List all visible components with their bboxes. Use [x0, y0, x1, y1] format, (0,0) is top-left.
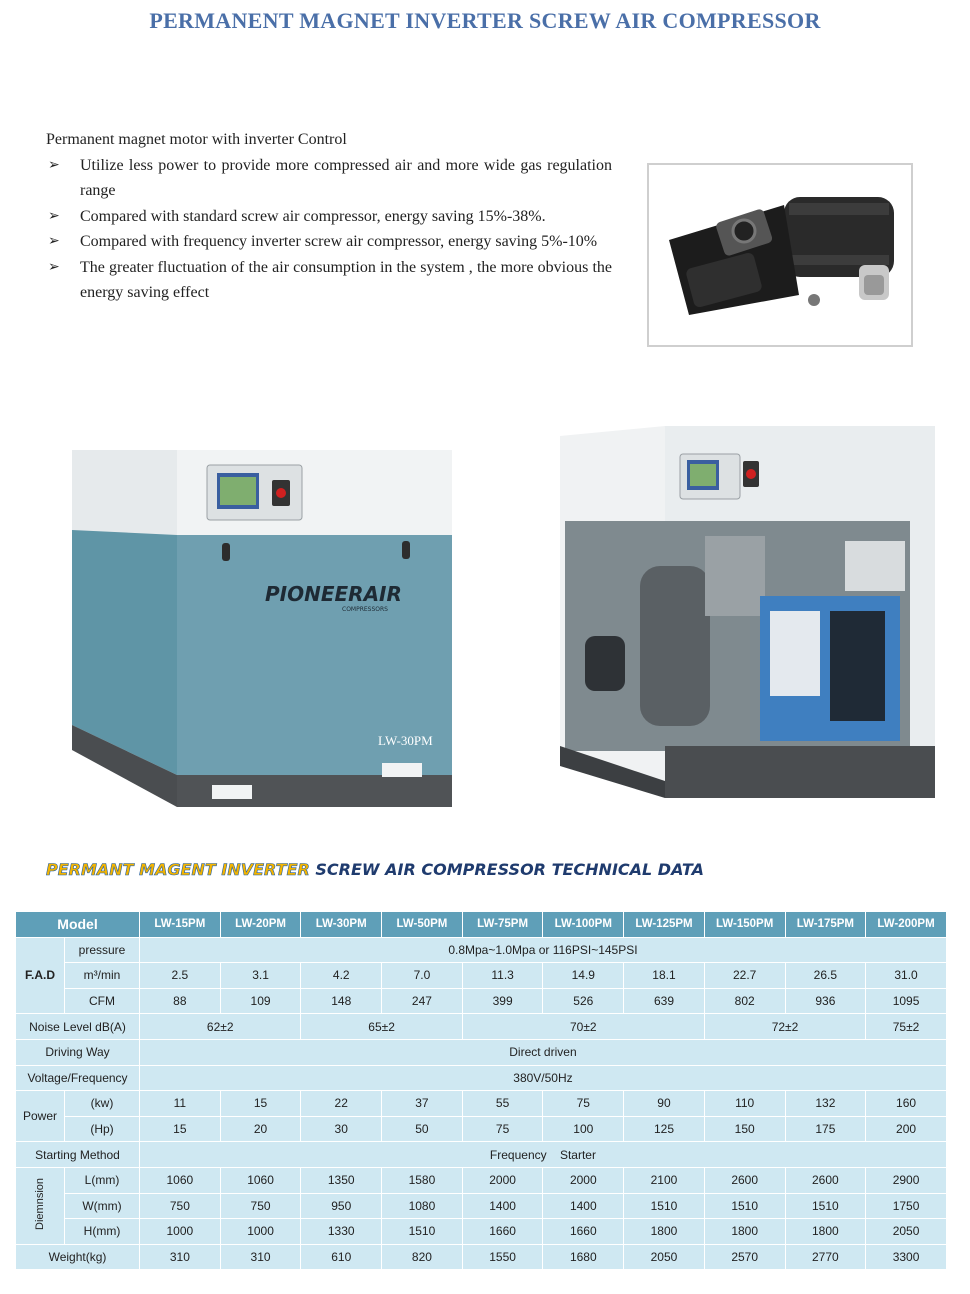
table-cell: 1580	[382, 1167, 463, 1193]
table-cell: 1660	[543, 1219, 624, 1245]
table-cell: 1800	[624, 1219, 705, 1245]
table-cell: 1000	[140, 1219, 221, 1245]
h-label: H(mm)	[65, 1219, 140, 1245]
table-cell: 30	[301, 1116, 382, 1142]
table-cell: 7.0	[382, 963, 463, 989]
table-cell: 200	[866, 1116, 947, 1142]
table-cell: 820	[382, 1244, 463, 1270]
table-header-row	[16, 912, 947, 938]
table-cell: 1060	[140, 1167, 221, 1193]
fad-label: F.A.D	[16, 937, 65, 1014]
table-cell: 2100	[624, 1167, 705, 1193]
table-cell: 109	[220, 988, 301, 1014]
brand-logo-sub: COMPRESSORS	[342, 606, 388, 613]
feature-list	[46, 153, 612, 306]
table-cell: 70±2	[462, 1014, 704, 1040]
table-cell: 1095	[866, 988, 947, 1014]
tech-data-table	[15, 911, 947, 1270]
table-cell: 1080	[382, 1193, 463, 1219]
table-cell: 1510	[704, 1193, 785, 1219]
table-cell: 950	[301, 1193, 382, 1219]
voltage-value: 380V/50Hz	[140, 1065, 947, 1091]
table-cell: 26.5	[785, 963, 866, 989]
table-cell: 2.5	[140, 963, 221, 989]
table-cell: 1060	[220, 1167, 301, 1193]
table-cell: 3300	[866, 1244, 947, 1270]
table-cell: 399	[462, 988, 543, 1014]
driving-label: Driving Way	[16, 1039, 140, 1065]
dimension-label-cell	[16, 1167, 65, 1244]
compressor-unit-closed-photo	[72, 445, 457, 810]
table-cell: 2570	[704, 1244, 785, 1270]
table-row	[16, 1014, 947, 1040]
pressure-value: 0.8Mpa~1.0Mpa or 116PSI~145PSI	[140, 937, 947, 963]
table-row	[16, 937, 947, 963]
pressure-label: pressure	[65, 937, 140, 963]
table-cell: 110	[704, 1091, 785, 1117]
table-cell: 750	[220, 1193, 301, 1219]
model-header-cell: LW-150PM	[704, 912, 785, 938]
table-cell: 14.9	[543, 963, 624, 989]
table-row	[16, 1091, 947, 1117]
table-cell: 50	[382, 1116, 463, 1142]
table-cell: 802	[704, 988, 785, 1014]
w-label: W(mm)	[65, 1193, 140, 1219]
hp-label: (Hp)	[65, 1116, 140, 1142]
l-label: L(mm)	[65, 1167, 140, 1193]
table-cell: 100	[543, 1116, 624, 1142]
table-row	[16, 988, 947, 1014]
table-row	[16, 1142, 947, 1168]
model-header-cell: LW-200PM	[866, 912, 947, 938]
tech-heading-highlight: PERMANT MAGENT INVERTER	[46, 860, 310, 879]
table-row	[16, 1039, 947, 1065]
table-cell: 31.0	[866, 963, 947, 989]
table-row	[16, 1193, 947, 1219]
table-cell: 15	[220, 1091, 301, 1117]
table-cell: 37	[382, 1091, 463, 1117]
table-cell: 1510	[382, 1219, 463, 1245]
arrow-bullet-icon: ➢	[48, 233, 60, 249]
table-cell: 1550	[462, 1244, 543, 1270]
feature-item: ➢ Compared with frequency inverter screw air compressor, energy saving 5%-10%	[46, 229, 612, 255]
table-row	[16, 1244, 947, 1270]
table-cell: 1800	[785, 1219, 866, 1245]
model-header-cell: LW-15PM	[140, 912, 221, 938]
model-header-cell: LW-175PM	[785, 912, 866, 938]
table-cell: 639	[624, 988, 705, 1014]
arrow-bullet-icon: ➢	[48, 207, 60, 224]
table-cell: 90	[624, 1091, 705, 1117]
cfm-label: CFM	[65, 988, 140, 1014]
table-cell: 150	[704, 1116, 785, 1142]
table-cell: 125	[624, 1116, 705, 1142]
table-cell: 247	[382, 988, 463, 1014]
kw-label: (kw)	[65, 1091, 140, 1117]
noise-label: Noise Level dB(A)	[16, 1014, 140, 1040]
table-row	[16, 963, 947, 989]
arrow-bullet-icon: ➢	[48, 258, 60, 275]
compressor-unit-open-photo	[545, 426, 950, 801]
table-cell: 310	[140, 1244, 221, 1270]
model-header-cell: LW-125PM	[624, 912, 705, 938]
table-cell: 2000	[462, 1167, 543, 1193]
airend-motor-photo	[647, 163, 913, 347]
table-cell: 3.1	[220, 963, 301, 989]
table-cell: 1680	[543, 1244, 624, 1270]
table-cell: 2000	[543, 1167, 624, 1193]
table-cell: 526	[543, 988, 624, 1014]
voltage-label: Voltage/Frequency	[16, 1065, 140, 1091]
table-cell: 1400	[543, 1193, 624, 1219]
tech-data-heading	[46, 860, 704, 879]
model-header-cell: LW-20PM	[220, 912, 301, 938]
starting-label: Starting Method	[16, 1142, 140, 1168]
table-row	[16, 1065, 947, 1091]
table-cell: 62±2	[140, 1014, 301, 1040]
table-cell: 4.2	[301, 963, 382, 989]
m3-label: m³/min	[65, 963, 140, 989]
table-cell: 148	[301, 988, 382, 1014]
dimension-label: Diemnsion	[34, 1178, 46, 1231]
table-cell: 55	[462, 1091, 543, 1117]
table-cell: 65±2	[301, 1014, 462, 1040]
arrow-bullet-icon: ➢	[48, 156, 60, 173]
feature-item: ➢ The greater fluctuation of the air consumption in the system , the more obvious the energy saving effect	[46, 255, 612, 306]
table-cell: 1510	[624, 1193, 705, 1219]
starting-value: Frequency Starter	[140, 1142, 947, 1168]
table-cell: 2600	[704, 1167, 785, 1193]
feature-item: ➢ Compared with standard screw air compressor, energy saving 15%-38%.	[46, 204, 612, 230]
table-cell: 88	[140, 988, 221, 1014]
table-cell: 11.3	[462, 963, 543, 989]
table-cell: 11	[140, 1091, 221, 1117]
page-title: PERMANENT MAGNET INVERTER SCREW AIR COMPRESSOR	[149, 8, 821, 33]
model-header-cell: LW-50PM	[382, 912, 463, 938]
table-cell: 2770	[785, 1244, 866, 1270]
table-cell: 72±2	[704, 1014, 865, 1040]
driving-value: Direct driven	[140, 1039, 947, 1065]
table-cell: 22.7	[704, 963, 785, 989]
table-cell: 1330	[301, 1219, 382, 1245]
table-cell: 2600	[785, 1167, 866, 1193]
table-cell: 1660	[462, 1219, 543, 1245]
model-header-cell: LW-75PM	[462, 912, 543, 938]
table-cell: 75±2	[866, 1014, 947, 1040]
table-row	[16, 1116, 947, 1142]
table-cell: 2050	[866, 1219, 947, 1245]
table-cell: 2900	[866, 1167, 947, 1193]
table-cell: 750	[140, 1193, 221, 1219]
table-cell: 132	[785, 1091, 866, 1117]
intro-lead: Permanent magnet motor with inverter Control	[46, 131, 347, 148]
table-cell: 15	[140, 1116, 221, 1142]
table-cell: 75	[462, 1116, 543, 1142]
table-cell: 1400	[462, 1193, 543, 1219]
table-row	[16, 1167, 947, 1193]
table-cell: 610	[301, 1244, 382, 1270]
table-cell: 1350	[301, 1167, 382, 1193]
table-cell: 20	[220, 1116, 301, 1142]
table-row	[16, 1219, 947, 1245]
feature-item: ➢ Utilize less power to provide more compressed air and more wide gas regulation range	[46, 153, 612, 204]
table-cell: 310	[220, 1244, 301, 1270]
table-cell: 1800	[704, 1219, 785, 1245]
power-label: Power	[16, 1091, 65, 1142]
table-cell: 75	[543, 1091, 624, 1117]
tech-heading-rest: SCREW AIR COMPRESSOR TECHNICAL DATA	[309, 860, 704, 879]
table-cell: 936	[785, 988, 866, 1014]
table-cell: 22	[301, 1091, 382, 1117]
model-header: Model	[16, 912, 140, 938]
table-cell: 160	[866, 1091, 947, 1117]
table-cell: 2050	[624, 1244, 705, 1270]
table-cell: 1000	[220, 1219, 301, 1245]
table-cell: 1750	[866, 1193, 947, 1219]
table-cell: 18.1	[624, 963, 705, 989]
brand-logo: PIONEERAIR	[265, 582, 402, 606]
table-cell: 1510	[785, 1193, 866, 1219]
model-header-cell: LW-30PM	[301, 912, 382, 938]
weight-label: Weight(kg)	[16, 1244, 140, 1270]
intro-section	[46, 127, 612, 306]
model-header-cell: LW-100PM	[543, 912, 624, 938]
table-cell: 175	[785, 1116, 866, 1142]
model-tag: LW-30PM	[378, 733, 433, 748]
